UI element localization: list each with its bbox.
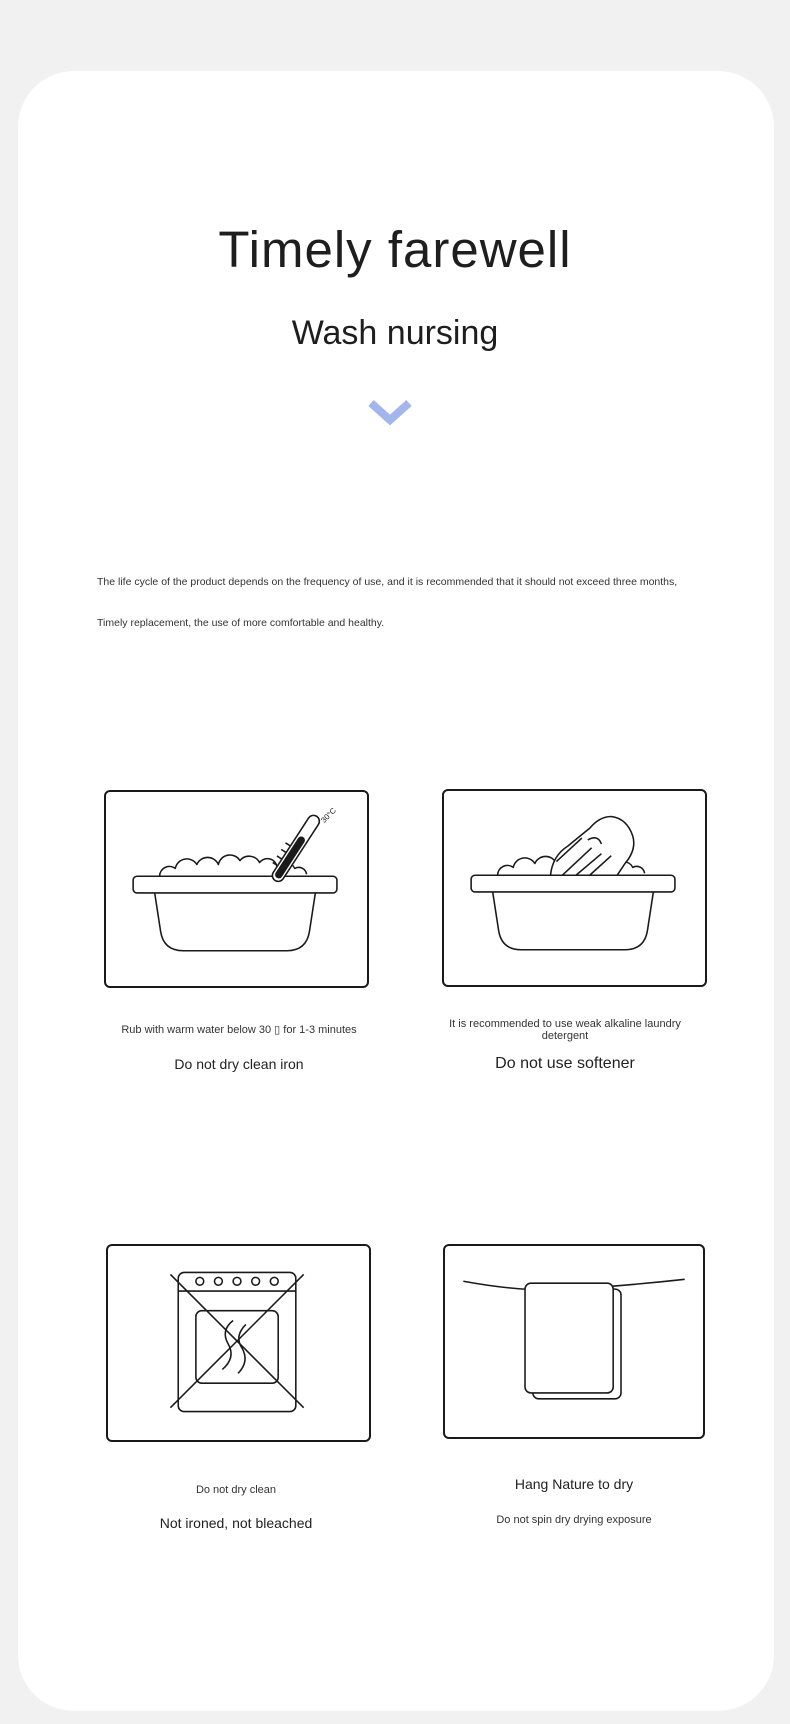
page-title: Timely farewell	[218, 221, 572, 278]
care-3-detail: Do not dry clean	[195, 1484, 277, 1496]
hand-wash-basin-icon	[442, 789, 707, 987]
thermometer-label: 30°C	[319, 806, 338, 825]
care-3-title: Not ironed, not bleached	[159, 1515, 313, 1531]
care-1-title: Do not dry clean iron	[174, 1056, 304, 1072]
no-washing-machine-icon	[106, 1244, 371, 1442]
intro-paragraph-2: Timely replacement, the use of more comfortable and healthy.	[97, 617, 385, 629]
hang-dry-icon	[443, 1244, 705, 1439]
chevron-down-icon[interactable]	[366, 398, 414, 428]
care-4-title: Hang Nature to dry	[514, 1476, 634, 1492]
care-2-title: Do not use softener	[495, 1055, 635, 1072]
care-2-detail: It is recommended to use weak alkaline laundry detergent	[449, 1018, 681, 1042]
intro-paragraph: The life cycle of the product depends on the frequency of use, and it is recommended that it should not exceed three months,	[97, 576, 678, 588]
care-1-detail: Rub with warm water below 30 ▯ for 1-3 minutes	[121, 1024, 357, 1036]
care-4-detail: Do not spin dry drying exposure	[496, 1514, 652, 1526]
page-subtitle: Wash nursing	[291, 314, 499, 352]
wash-basin-thermometer-icon	[104, 790, 369, 988]
